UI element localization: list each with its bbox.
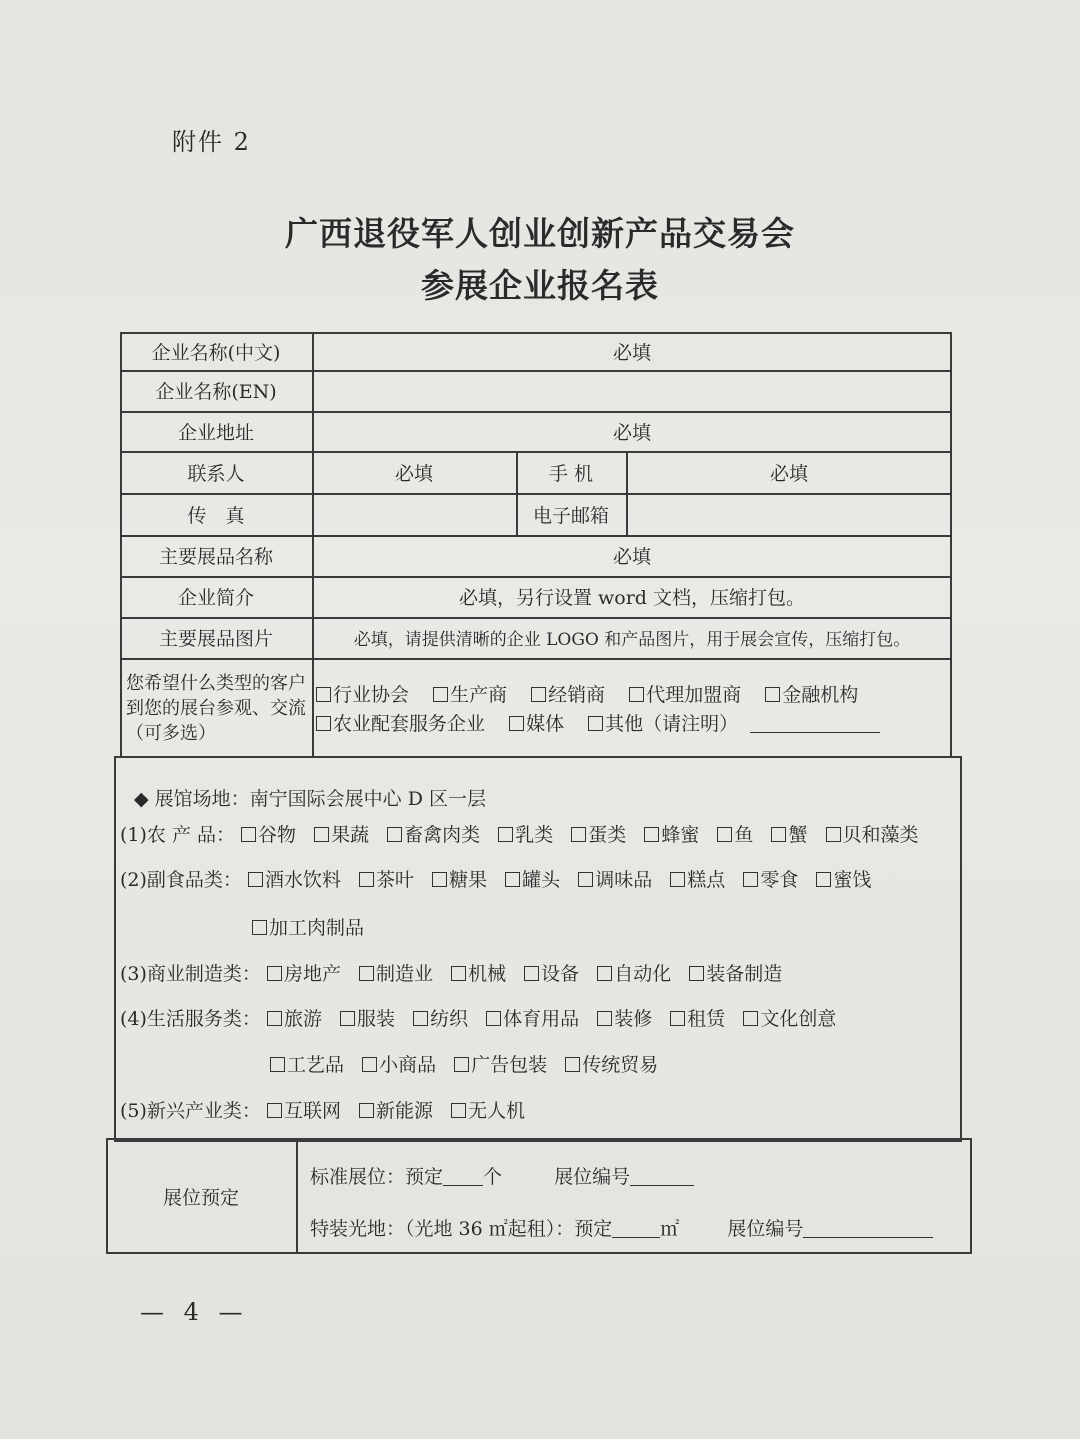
visitor-options-line-2: 农业配套服务企业 媒体 其他（请注明） [316,710,880,738]
label-visitor-types: 您希望什么类型的客户到您的展台参观、交流（可多选） [126,672,306,744]
checkbox-icon[interactable] [629,687,644,702]
category-box-border [114,756,962,1142]
field-email[interactable] [626,493,952,535]
category-2: (2)副食品类： 酒水饮料 茶叶 糖果 罐头 调味品 糕点 零食 蜜饯 [120,869,872,891]
label-intro: 企业简介 [177,587,254,609]
checkbox-icon[interactable] [509,716,524,731]
special-qty-blank[interactable] [612,1219,660,1238]
category-2-cont: 加工肉制品 [252,913,376,940]
title-line-1: 广西退役军人创业创新产品交易会 [285,214,795,253]
label-address: 企业地址 [177,421,254,444]
checkbox-icon[interactable] [531,687,546,702]
venue-line: ◆ 展馆场地：南宁国际会展中心 D 区一层 [134,788,486,810]
visitor-options-line-1: 行业协会 生产商 经销商 代理加盟商 金融机构 [316,681,858,709]
category-5: (5)新兴产业类： 互联网 新能源 无人机 [120,1100,526,1122]
booth-standard-line: 标准展位：预定 个 展位编号 [310,1162,694,1189]
other-underline[interactable] [750,714,880,733]
field-contact[interactable]: 必填 [394,462,433,485]
checkbox-icon[interactable] [765,687,780,702]
label-fax: 传 真 [187,504,245,527]
category-1: (1)农 产 品： 谷物 果蔬 畜禽肉类 乳类 蛋类 蜂蜜 鱼 蟹 贝和藻类 [120,824,919,846]
standard-qty-blank[interactable] [443,1167,483,1186]
field-name-en[interactable] [312,370,952,411]
field-name-cn[interactable]: 必填 [612,341,651,364]
booth-label: 展位预定 [162,1186,239,1209]
checkbox-icon[interactable] [433,687,448,702]
label-name-en: 企业名称(EN) [155,381,277,403]
special-booth-no-blank[interactable] [803,1219,933,1238]
category-4-cont: 工艺品 小商品 广告包装 传统贸易 [270,1050,670,1077]
attachment-label: 附件 2 [172,128,251,156]
field-intro[interactable]: 必填，另行设置 word 文档，压缩打包。 [458,587,806,609]
field-products[interactable]: 必填 [612,546,651,568]
field-images[interactable]: 必填，请提供清晰的企业 LOGO 和产品图片，用于展会宣传，压缩打包。 [353,630,911,650]
label-mobile: 手 机 [548,462,594,485]
registration-form [106,330,972,1254]
field-mobile[interactable]: 必填 [769,462,808,485]
label-images: 主要展品图片 [158,628,273,650]
page-number: — 4 — [140,1298,249,1326]
checkbox-icon[interactable] [588,716,603,731]
field-fax[interactable] [312,493,516,535]
checkbox-icon[interactable] [316,687,331,702]
category-3: (3)商业制造类： 房地产 制造业 机械 设备 自动化 装备制造 [120,963,783,985]
booth-special-line: 特装光地：（光地 36 ㎡起租）：预定 ㎡ 展位编号 [310,1214,933,1241]
label-products: 主要展品名称 [158,546,273,568]
checkbox-icon[interactable] [316,716,331,731]
standard-booth-no-blank[interactable] [630,1167,694,1186]
label-name-cn: 企业名称(中文) [151,341,281,364]
field-address[interactable]: 必填 [612,421,651,444]
title-line-2: 参展企业报名表 [421,266,659,305]
category-4: (4)生活服务类： 旅游 服装 纺织 体育用品 装修 租赁 文化创意 [120,1008,837,1030]
label-email: 电子邮箱 [532,504,609,527]
label-contact: 联系人 [187,462,245,485]
